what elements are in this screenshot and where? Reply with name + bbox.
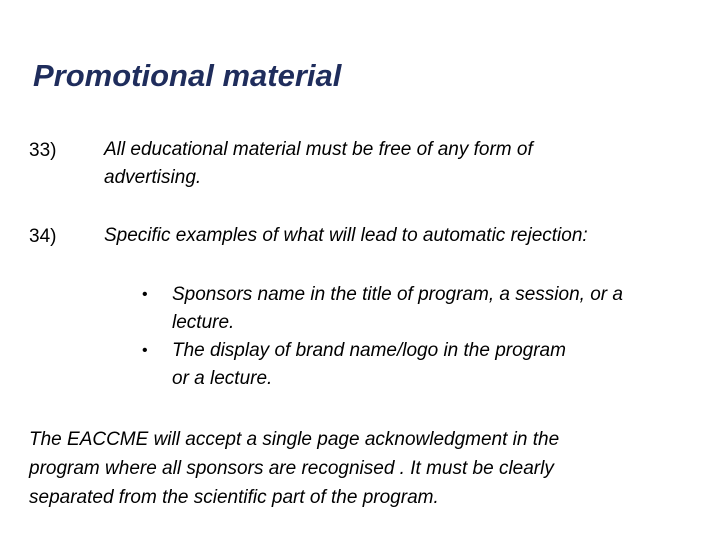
item-text-line: advertising. bbox=[104, 167, 202, 188]
item-number-34: 34) bbox=[29, 226, 57, 247]
bullet-text-line: Sponsors name in the title of program, a session, or a bbox=[172, 284, 623, 305]
footer-paragraph bbox=[29, 425, 689, 512]
bullet-text-line: The display of brand name/logo in the program bbox=[172, 340, 566, 361]
bullet-text-line: lecture. bbox=[172, 312, 235, 333]
item-text-33 bbox=[104, 136, 533, 192]
footer-line: The EACCME will accept a single page acknowledgment in the bbox=[29, 429, 560, 450]
bullet-text-line: or a lecture. bbox=[172, 368, 273, 389]
bullet-icon: • bbox=[142, 286, 148, 303]
bullet-text bbox=[172, 281, 623, 337]
footer-line: separated from the scientific part of the program. bbox=[29, 487, 439, 508]
item-number-33: 33) bbox=[29, 140, 57, 161]
bullet-text bbox=[172, 337, 566, 393]
slide-title: Promotional material bbox=[33, 58, 342, 93]
item-text-line: Specific examples of what will lead to automatic rejection: bbox=[104, 225, 588, 246]
bullet-icon: • bbox=[142, 342, 148, 359]
footer-line: program where all sponsors are recognised . It must be clearly bbox=[29, 458, 554, 479]
item-text-34 bbox=[104, 222, 588, 250]
item-text-line: All educational material must be free of any form of bbox=[104, 139, 533, 160]
